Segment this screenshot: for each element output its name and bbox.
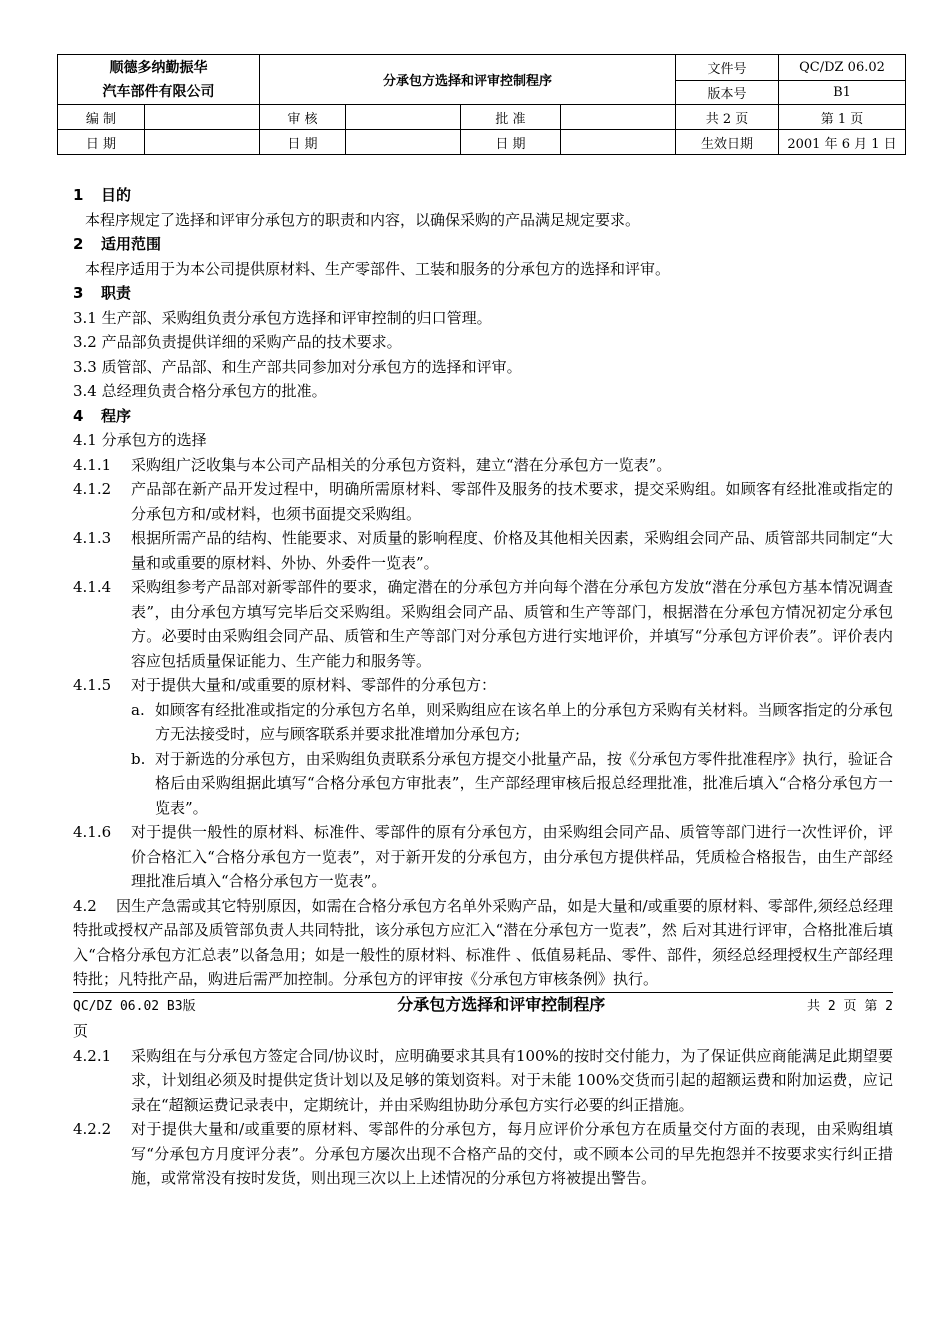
footer-code: QC/DZ 06.02 B3版 <box>73 998 196 1014</box>
document-title: 分承包方选择和评审控制程序 <box>260 55 676 105</box>
clause-4-1-5-b: b. 对于新选的分承包方，由采购组负责联系分承包方提交小批量产品，按《分承包方零件批准程序》执行，验证合格后由采购组据此填写“合格分承包方审批表”，生产部经理审核后报总经理批准，批准后填入“合格分承包方一览表”。 <box>131 749 893 817</box>
section-heading: 2 适用范围 <box>73 235 162 253</box>
date-value-review <box>346 130 461 155</box>
clause-4-1-3: 4.1.3 根据所需产品的结构、性能要求、对质量的影响程度、价格及其他相关因素，采购组会同产品、质管部共同制定“大量和或重要的原材料、外协、外委件一览表”。 <box>73 529 893 572</box>
clause-3-3: 3.3 质管部、产品部、和生产部共同参加对分承包方的选择和评审。 <box>73 357 522 376</box>
clause-4-2-1: 4.2.1 采购组在与分承包方签定合同/协议时，应明确要求其具有100%的按时交付能力，为了保证供应商能满足此期望要求，计划组必须及时提供定货计划以及足够的策划资料。对于未能 100%交货而引起的超额运费和附加运费，应记录在“超额运费记录表中，定期统计，并由采购组协助分承包方实行必要的纠正措施。 <box>73 1046 893 1114</box>
approve-value <box>561 105 676 130</box>
approve-label: 批 准 <box>461 105 561 130</box>
section-heading: 4 程序 <box>73 406 132 425</box>
effective-date-value: 2001 年 6 月 1 日 <box>779 130 906 155</box>
clause-4-1-2: 4.1.2 产品部在新产品开发过程中，明确所需原材料、零部件及服务的技术要求，提交采购组。如顾客有经批准或指定的分承包方和/或材料，也须书面提交采购组。 <box>73 480 893 523</box>
page-footer <box>73 992 893 1020</box>
edit-label: 编 制 <box>58 105 145 130</box>
clause-4-1: 4.1 分承包方的选择 <box>73 431 207 449</box>
company-name-line2: 汽车部件有限公司 <box>102 83 215 100</box>
clause-4-1-5-a: a. 如顾客有经批准或指定的分承包方名单，则采购组应在该名单上的分承包方采购有关材料。当顾客指定的分承包方无法接受时，应与顾客联系并要求批准增加分承包方; <box>131 700 893 743</box>
document-header-table <box>57 54 906 155</box>
footer-pages: 共 2 页 第 2 <box>807 998 893 1014</box>
page-number: 第 1 页 <box>779 105 906 130</box>
clause-3-2: 3.2 产品部负责提供详细的采购产品的技术要求。 <box>73 333 402 351</box>
date-label-review: 日 期 <box>260 130 346 155</box>
section-text: 本程序规定了选择和评审分承包方的职责和内容，以确保采购的产品满足规定要求。 <box>85 210 641 229</box>
clause-4-2-2: 4.2.2 对于提供大量和/或重要的原材料、零部件的分承包方，每月应评价分承包方在质量交付方面的表现，由采购组填写“分承包方月度评分表”。分承包方屡次出现不合格产品的交付，或不顾本公司的早先抱怨并不按要求实行纠正措施，或常常没有按时发货，则出现三次以上上述情况的分承包方将被提出警告。 <box>73 1120 893 1187</box>
effective-date-label: 生效日期 <box>676 130 779 155</box>
clause-4-1-5: 4.1.5 对于提供大量和/或重要的原材料、零部件的分承包方： <box>73 676 497 694</box>
date-value-approve <box>561 130 676 155</box>
footer-title: 分承包方选择和评审控制程序 <box>397 994 606 1014</box>
doc-no-label: 文件号 <box>676 55 779 81</box>
company-name-cell <box>58 55 260 105</box>
version-value: B1 <box>779 81 906 105</box>
review-label: 审 核 <box>260 105 346 130</box>
clause-4-1-6: 4.1.6 对于提供一般性的原材料、标准件、零部件的原有分承包方，由采购组会同产品、质管等部门进行一次性评价，评价合格汇入“合格分承包方一览表”，对于新开发的分承包方，由分承包方提供样品，凭质检合格报告，由生产部经理批准后填入“合格分承包方一览表”。 <box>73 823 893 890</box>
clause-4-2: 4.2 因生产急需或其它特别原因，如需在合格分承包方名单外采购产品，如是大量和/或重要的原材料、零部件,须经总经理特批或授权产品部及质管部负责人共同特批，该分承包方应汇入“潜在分承包方一览表”，然 后对其进行评审，合格批准后填入“合格分承包方汇总表”以备急用；如是一般性的原材料、标准件 、低值易耗品、零件、部件，须经总经理授权生产部经理特批；凡特批产品，购进后需严加控制。分承包方的评审按《分承包方审核条例》执行。 <box>73 896 893 988</box>
section-heading: 1 目的 <box>73 186 132 204</box>
clause-3-4: 3.4 总经理负责合格分承包方的批准。 <box>73 382 327 400</box>
section-heading: 3 职责 <box>73 284 132 302</box>
date-label-edit: 日 期 <box>58 130 145 155</box>
document-body <box>73 183 893 1191</box>
edit-value <box>145 105 260 130</box>
review-value <box>346 105 461 130</box>
doc-no-value: QC/DZ 06.02 <box>779 55 906 81</box>
footer-pages-wrap: 页 <box>73 1022 89 1040</box>
company-name-line1: 顺德多纳勤振华 <box>109 59 208 76</box>
date-value-edit <box>145 130 260 155</box>
date-label-approve: 日 期 <box>461 130 561 155</box>
clause-3-1: 3.1 生产部、采购组负责分承包方选择和评审控制的归口管理。 <box>73 308 492 327</box>
section-text: 本程序适用于为本公司提供原材料、生产零部件、工装和服务的分承包方的选择和评审。 <box>85 259 671 278</box>
total-pages: 共 2 页 <box>676 105 779 130</box>
version-label: 版本号 <box>676 81 779 105</box>
clause-4-1-1: 4.1.1 采购组广泛收集与本公司产品相关的分承包方资料，建立“潜在分承包方一览表”。 <box>73 455 672 474</box>
clause-4-1-4: 4.1.4 采购组参考产品部对新零部件的要求，确定潜在的分承包方并向每个潜在分承包方发放“潜在分承包方基本情况调查表”，由分承包方填写完毕后交采购组。采购组会同产品、质管和生产等部门，根据潜在分承包方情况初定分承包方。必要时由采购组会同产品、质管和生产等部门对分承包方进行实地评价，并填写“分承包方评价表”。评价表内容应包括质量保证能力、生产能力和服务等。 <box>73 578 893 670</box>
